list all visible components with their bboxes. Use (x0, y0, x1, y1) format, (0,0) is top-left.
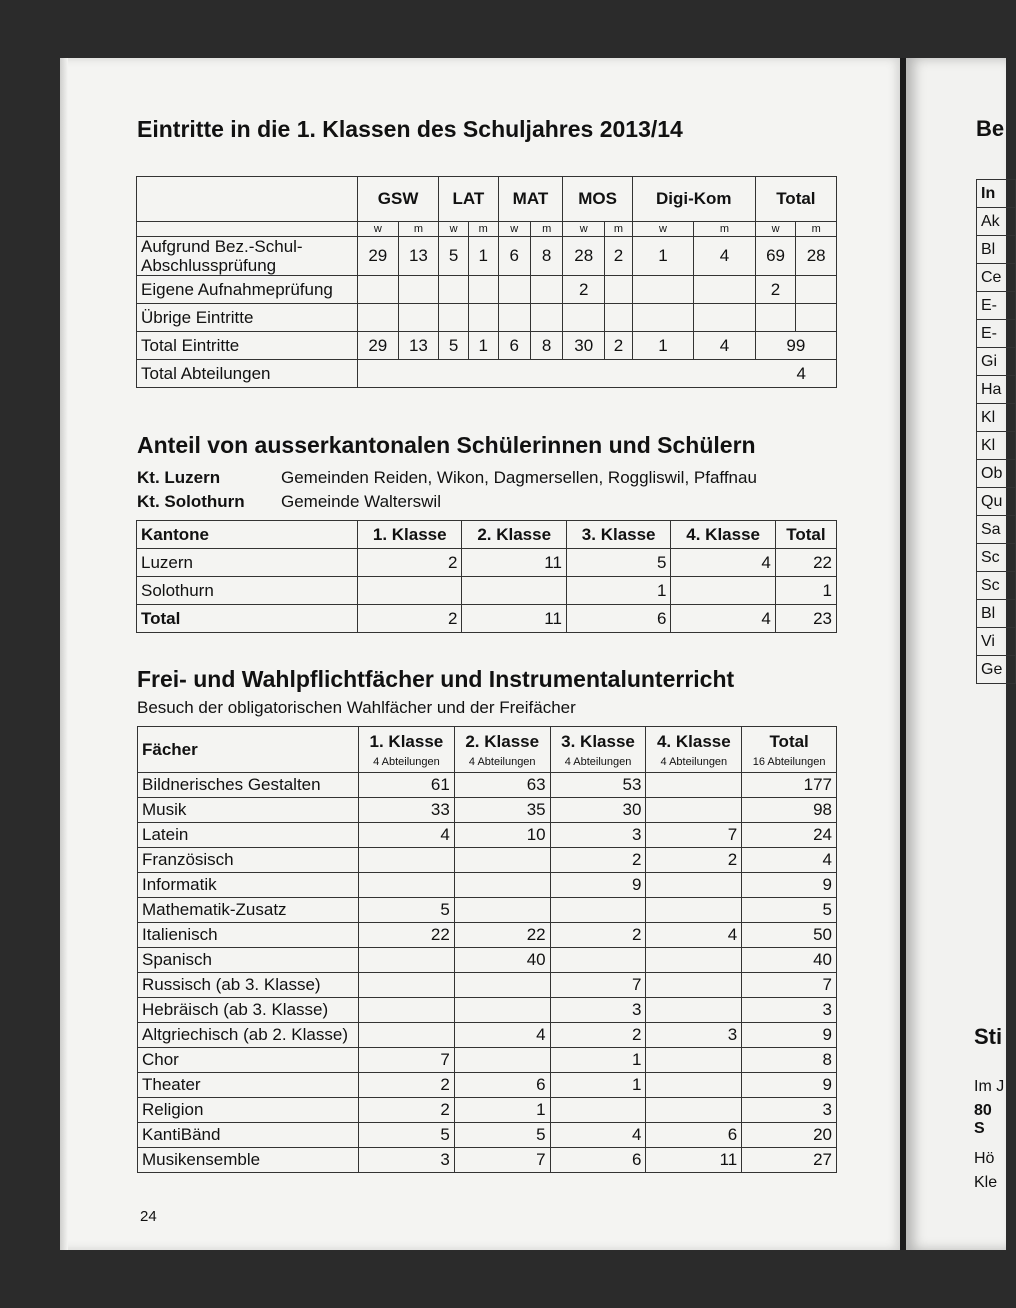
table-cell: 1 (775, 577, 836, 605)
sub-header: w (358, 222, 399, 237)
corner-cell (137, 222, 358, 237)
table-cell (632, 304, 693, 332)
table-cell: 50 (742, 923, 837, 948)
table-cell: 20 (742, 1123, 837, 1148)
table-cell: 5 (359, 898, 455, 923)
table-cell: 11 (462, 605, 566, 633)
table-cell: 1 (632, 237, 693, 276)
list-item: Kl (976, 431, 1016, 460)
table-cell: 2 (550, 923, 646, 948)
kantone-table (136, 520, 837, 633)
table-cell: 2 (359, 1098, 455, 1123)
table-cell (358, 304, 399, 332)
col-header (646, 727, 742, 773)
col-header: GSW (358, 177, 439, 222)
right-page-list (976, 180, 1016, 684)
sub-header: m (398, 222, 439, 237)
list-item: Bl (976, 599, 1016, 628)
table-cell: 5 (566, 549, 670, 577)
table-row (138, 773, 837, 798)
table-cell (646, 798, 742, 823)
table-cell (359, 973, 455, 998)
list-item: Ce (976, 263, 1016, 292)
table-cell (796, 304, 837, 332)
table-cell (646, 998, 742, 1023)
col-header: Total (775, 521, 836, 549)
table-cell: 2 (550, 848, 646, 873)
row-label: Eigene Aufnahmeprüfung (137, 276, 358, 304)
table-row (138, 1048, 837, 1073)
table-cell: 4 (550, 1123, 646, 1148)
col-header-label: 4. Klasse (656, 731, 731, 751)
col-header-label: Total (769, 731, 809, 751)
left-page (60, 58, 903, 1250)
sub-header: w (439, 222, 469, 237)
table-cell: 1 (550, 1073, 646, 1098)
table-cell (358, 577, 462, 605)
table-cell: 3 (646, 1023, 742, 1048)
col-header-sub: 4 Abteilungen (373, 755, 440, 768)
table-cell: 2 (359, 1073, 455, 1098)
table-row (138, 873, 837, 898)
table-cell: 9 (742, 1073, 837, 1098)
table-cell: 3 (742, 1098, 837, 1123)
table-cell: 6 (454, 1073, 550, 1098)
table-cell: 2 (605, 237, 633, 276)
table-cell (563, 304, 605, 332)
table-cell (358, 276, 399, 304)
table-cell: 4 (358, 360, 837, 388)
col-header: 3. Klasse (566, 521, 670, 549)
sub-header: w (563, 222, 605, 237)
table-cell (359, 998, 455, 1023)
row-label: Mathematik-Zusatz (138, 898, 359, 923)
list-item: Vi (976, 627, 1016, 656)
table-cell: 4 (694, 332, 755, 360)
table-cell: 6 (550, 1148, 646, 1173)
subjects-table (137, 726, 837, 1173)
sub-header: m (530, 222, 562, 237)
list-item: Sc (976, 543, 1016, 572)
table-cell: 2 (755, 276, 796, 304)
table-cell: 4 (742, 848, 837, 873)
table-cell: 4 (454, 1023, 550, 1048)
table-cell (454, 873, 550, 898)
col-header: 2. Klasse (462, 521, 566, 549)
table-cell: 2 (358, 549, 462, 577)
row-label: Übrige Eintritte (137, 304, 358, 332)
table-cell: 29 (358, 237, 399, 276)
table-cell: 5 (454, 1123, 550, 1148)
table-cell (439, 304, 469, 332)
table-cell: 22 (359, 923, 455, 948)
table-cell: 1 (566, 577, 670, 605)
table-cell (454, 848, 550, 873)
list-item: Bl (976, 235, 1016, 264)
col-header-sub: 4 Abteilungen (564, 755, 632, 768)
sub-header: m (605, 222, 633, 237)
section3-subtitle: Besuch der obligatorischen Wahlfächer und der Freifächer (137, 698, 576, 717)
row-label: Musikensemble (138, 1148, 359, 1173)
table-cell: 35 (454, 798, 550, 823)
table-cell: 5 (439, 332, 469, 360)
table-cell: 28 (796, 237, 837, 276)
row-label: Bildnerisches Gestalten (138, 773, 359, 798)
table-cell (605, 304, 633, 332)
table-cell (632, 276, 693, 304)
col-header (359, 727, 455, 773)
table-cell (498, 304, 530, 332)
row-label: KantiBänd (138, 1123, 359, 1148)
table-cell: 27 (742, 1148, 837, 1173)
table-cell (671, 577, 775, 605)
col-header: Digi-Kom (632, 177, 755, 222)
table-cell: 2 (646, 848, 742, 873)
table-cell: 7 (454, 1148, 550, 1173)
table-cell: 98 (742, 798, 837, 823)
table-row (138, 1123, 837, 1148)
table-cell: 99 (755, 332, 836, 360)
table-cell (468, 304, 498, 332)
table-cell: 7 (646, 823, 742, 848)
right-page-line: Hö (974, 1150, 995, 1167)
col-header-sub: 16 Abteilungen (752, 755, 826, 768)
row-label: Total Eintritte (137, 332, 358, 360)
table-cell: 40 (454, 948, 550, 973)
kanton-info-row (137, 492, 441, 512)
row-label: Solothurn (137, 577, 358, 605)
kanton-name: Kt. Solothurn (137, 492, 245, 511)
table-cell: 6 (646, 1123, 742, 1148)
col-header: 1. Klasse (358, 521, 462, 549)
row-label: Hebräisch (ab 3. Klasse) (138, 998, 359, 1023)
table-cell: 33 (359, 798, 455, 823)
table-cell: 23 (775, 605, 836, 633)
row-label: Total (137, 605, 358, 633)
table-row (138, 1098, 837, 1123)
section2-title: Anteil von ausserkantonalen Schülerinnen und Schülern (137, 432, 756, 458)
col-header-label: 3. Klasse (561, 731, 635, 751)
table-cell: 1 (468, 332, 498, 360)
table-cell (398, 304, 439, 332)
table-cell (462, 577, 566, 605)
table-cell (359, 948, 455, 973)
row-label: Latein (138, 823, 359, 848)
right-page-line: 80 S (974, 1102, 992, 1137)
table-cell: 63 (454, 773, 550, 798)
right-page-title: Be (976, 116, 1005, 141)
section3-title: Frei- und Wahlpflichtfächer und Instrumentalunterricht (137, 666, 735, 692)
table-cell (694, 276, 755, 304)
table-cell (359, 1023, 455, 1048)
table-cell: 8 (530, 237, 562, 276)
table-cell (796, 276, 837, 304)
table-cell: 8 (530, 332, 562, 360)
table-cell: 11 (462, 549, 566, 577)
table-cell: 5 (439, 237, 469, 276)
table-cell: 13 (398, 237, 439, 276)
table-cell (646, 773, 742, 798)
table-cell: 9 (742, 873, 837, 898)
col-header (454, 727, 550, 773)
table-cell (530, 276, 562, 304)
table-cell (454, 998, 550, 1023)
row-label: Luzern (137, 549, 358, 577)
table-cell: 7 (550, 973, 646, 998)
table-cell: 30 (550, 798, 646, 823)
right-page (906, 58, 1006, 1250)
table-cell (454, 973, 550, 998)
col-header: 4. Klasse (671, 521, 775, 549)
table-cell: 2 (563, 276, 605, 304)
table-cell: 9 (742, 1023, 837, 1048)
kanton-name: Kt. Luzern (137, 468, 221, 487)
table-cell (646, 1073, 742, 1098)
table-cell: 28 (563, 237, 605, 276)
table-cell: 1 (550, 1048, 646, 1073)
table-row (138, 823, 837, 848)
list-item: Sa (976, 515, 1016, 544)
table-cell: 1 (454, 1098, 550, 1123)
row-label: Chor (138, 1048, 359, 1073)
table-cell: 6 (498, 237, 530, 276)
table-cell (454, 1048, 550, 1073)
col-header: Kantone (137, 521, 358, 549)
table-cell: 9 (550, 873, 646, 898)
list-item: Ak (976, 207, 1016, 236)
row-label: Informatik (138, 873, 359, 898)
table-cell: 3 (550, 998, 646, 1023)
table-row (138, 898, 837, 923)
table-cell (646, 873, 742, 898)
table-cell: 3 (742, 998, 837, 1023)
table-cell (454, 898, 550, 923)
table-cell (646, 948, 742, 973)
table-row (138, 1023, 837, 1048)
col-header: Total (755, 177, 836, 222)
table-row (138, 998, 837, 1023)
row-label: Total Abteilungen (137, 360, 358, 388)
right-page-heading: Sti (974, 1024, 1003, 1049)
kanton-info-row (137, 468, 757, 488)
list-item: Ob (976, 459, 1016, 488)
table-row (138, 973, 837, 998)
table-cell (605, 276, 633, 304)
corner-cell (137, 177, 358, 222)
table-cell: 1 (468, 237, 498, 276)
list-item: In (976, 179, 1016, 208)
list-item: Ha (976, 375, 1016, 404)
list-item: E- (976, 291, 1016, 320)
list-item: Qu (976, 487, 1016, 516)
table-cell: 6 (498, 332, 530, 360)
table-cell: 22 (775, 549, 836, 577)
table-cell: 7 (359, 1048, 455, 1073)
table-cell: 1 (632, 332, 693, 360)
table-row (138, 1148, 837, 1173)
table-cell: 69 (755, 237, 796, 276)
table-cell (646, 973, 742, 998)
page-number: 24 (140, 1208, 157, 1225)
table-cell: 7 (742, 973, 837, 998)
table-cell: 2 (358, 605, 462, 633)
table-cell (530, 304, 562, 332)
table-cell: 3 (359, 1148, 455, 1173)
sub-header: w (755, 222, 796, 237)
list-item: Ge (976, 655, 1016, 684)
table-row (138, 948, 837, 973)
sub-header: w (632, 222, 693, 237)
row-label: Spanisch (138, 948, 359, 973)
row-label: Altgriechisch (ab 2. Klasse) (138, 1023, 359, 1048)
table-cell: 2 (605, 332, 633, 360)
col-header-label: 1. Klasse (369, 731, 444, 751)
row-label: Theater (138, 1073, 359, 1098)
table-cell (550, 948, 646, 973)
table-cell: 177 (742, 773, 837, 798)
table-cell: 24 (742, 823, 837, 848)
table-cell: 8 (742, 1048, 837, 1073)
page-edge (60, 58, 68, 1250)
table-cell (646, 898, 742, 923)
col-header: MOS (563, 177, 632, 222)
table-cell: 10 (454, 823, 550, 848)
sub-header: m (796, 222, 837, 237)
right-page-line: Kle (974, 1174, 998, 1191)
table-cell: 61 (359, 773, 455, 798)
list-item: Sc (976, 571, 1016, 600)
entries-table (136, 176, 837, 388)
table-cell: 4 (671, 605, 775, 633)
table-cell (550, 1098, 646, 1123)
table-cell: 30 (563, 332, 605, 360)
table-cell: 2 (550, 1023, 646, 1048)
table-cell: 3 (550, 823, 646, 848)
table-cell (646, 1048, 742, 1073)
table-cell (694, 304, 755, 332)
row-label: Musik (138, 798, 359, 823)
table-cell (398, 276, 439, 304)
col-header-label: 2. Klasse (465, 731, 540, 751)
table-row (138, 923, 837, 948)
table-cell (359, 873, 455, 898)
sub-header: w (498, 222, 530, 237)
subjects-body (138, 773, 837, 1173)
col-header: LAT (439, 177, 498, 222)
table-cell: 29 (358, 332, 399, 360)
col-header (138, 727, 359, 773)
row-label: Aufgrund Bez.-Schul-Abschlussprüfung (137, 237, 358, 276)
table-cell: 6 (566, 605, 670, 633)
right-page-line: Im J (974, 1078, 1005, 1095)
table-row (138, 798, 837, 823)
table-cell: 4 (694, 237, 755, 276)
col-header (550, 727, 646, 773)
table-row (138, 848, 837, 873)
table-cell: 53 (550, 773, 646, 798)
sub-header: m (468, 222, 498, 237)
table-cell (439, 276, 469, 304)
table-cell (646, 1098, 742, 1123)
table-cell: 4 (671, 549, 775, 577)
row-label: Italienisch (138, 923, 359, 948)
sub-header: m (694, 222, 755, 237)
table-cell (755, 304, 796, 332)
col-header: MAT (498, 177, 563, 222)
row-label: Französisch (138, 848, 359, 873)
row-label: Russisch (ab 3. Klasse) (138, 973, 359, 998)
table-cell: 11 (646, 1148, 742, 1173)
list-item: Kl (976, 403, 1016, 432)
table-cell (550, 898, 646, 923)
col-header (742, 727, 837, 773)
kanton-text: Gemeinde Walterswil (281, 492, 441, 511)
table-cell: 40 (742, 948, 837, 973)
table-cell: 22 (454, 923, 550, 948)
kanton-text: Gemeinden Reiden, Wikon, Dagmersellen, Roggliswil, Pfaffnau (281, 468, 757, 487)
table-cell: 4 (646, 923, 742, 948)
table-cell: 5 (742, 898, 837, 923)
row-label: Religion (138, 1098, 359, 1123)
table-row (138, 1073, 837, 1098)
table-cell: 5 (359, 1123, 455, 1148)
col-header-label: Fächer (142, 739, 198, 759)
col-header-sub: 4 Abteilungen (468, 755, 536, 768)
table-cell: 4 (359, 823, 455, 848)
list-item: E- (976, 319, 1016, 348)
table-cell (468, 276, 498, 304)
table-cell: 13 (398, 332, 439, 360)
section1-title: Eintritte in die 1. Klassen des Schuljahres 2013/14 (137, 116, 683, 142)
table-cell (359, 848, 455, 873)
table-cell (498, 276, 530, 304)
list-item: Gi (976, 347, 1016, 376)
col-header-sub: 4 Abteilungen (660, 755, 728, 768)
